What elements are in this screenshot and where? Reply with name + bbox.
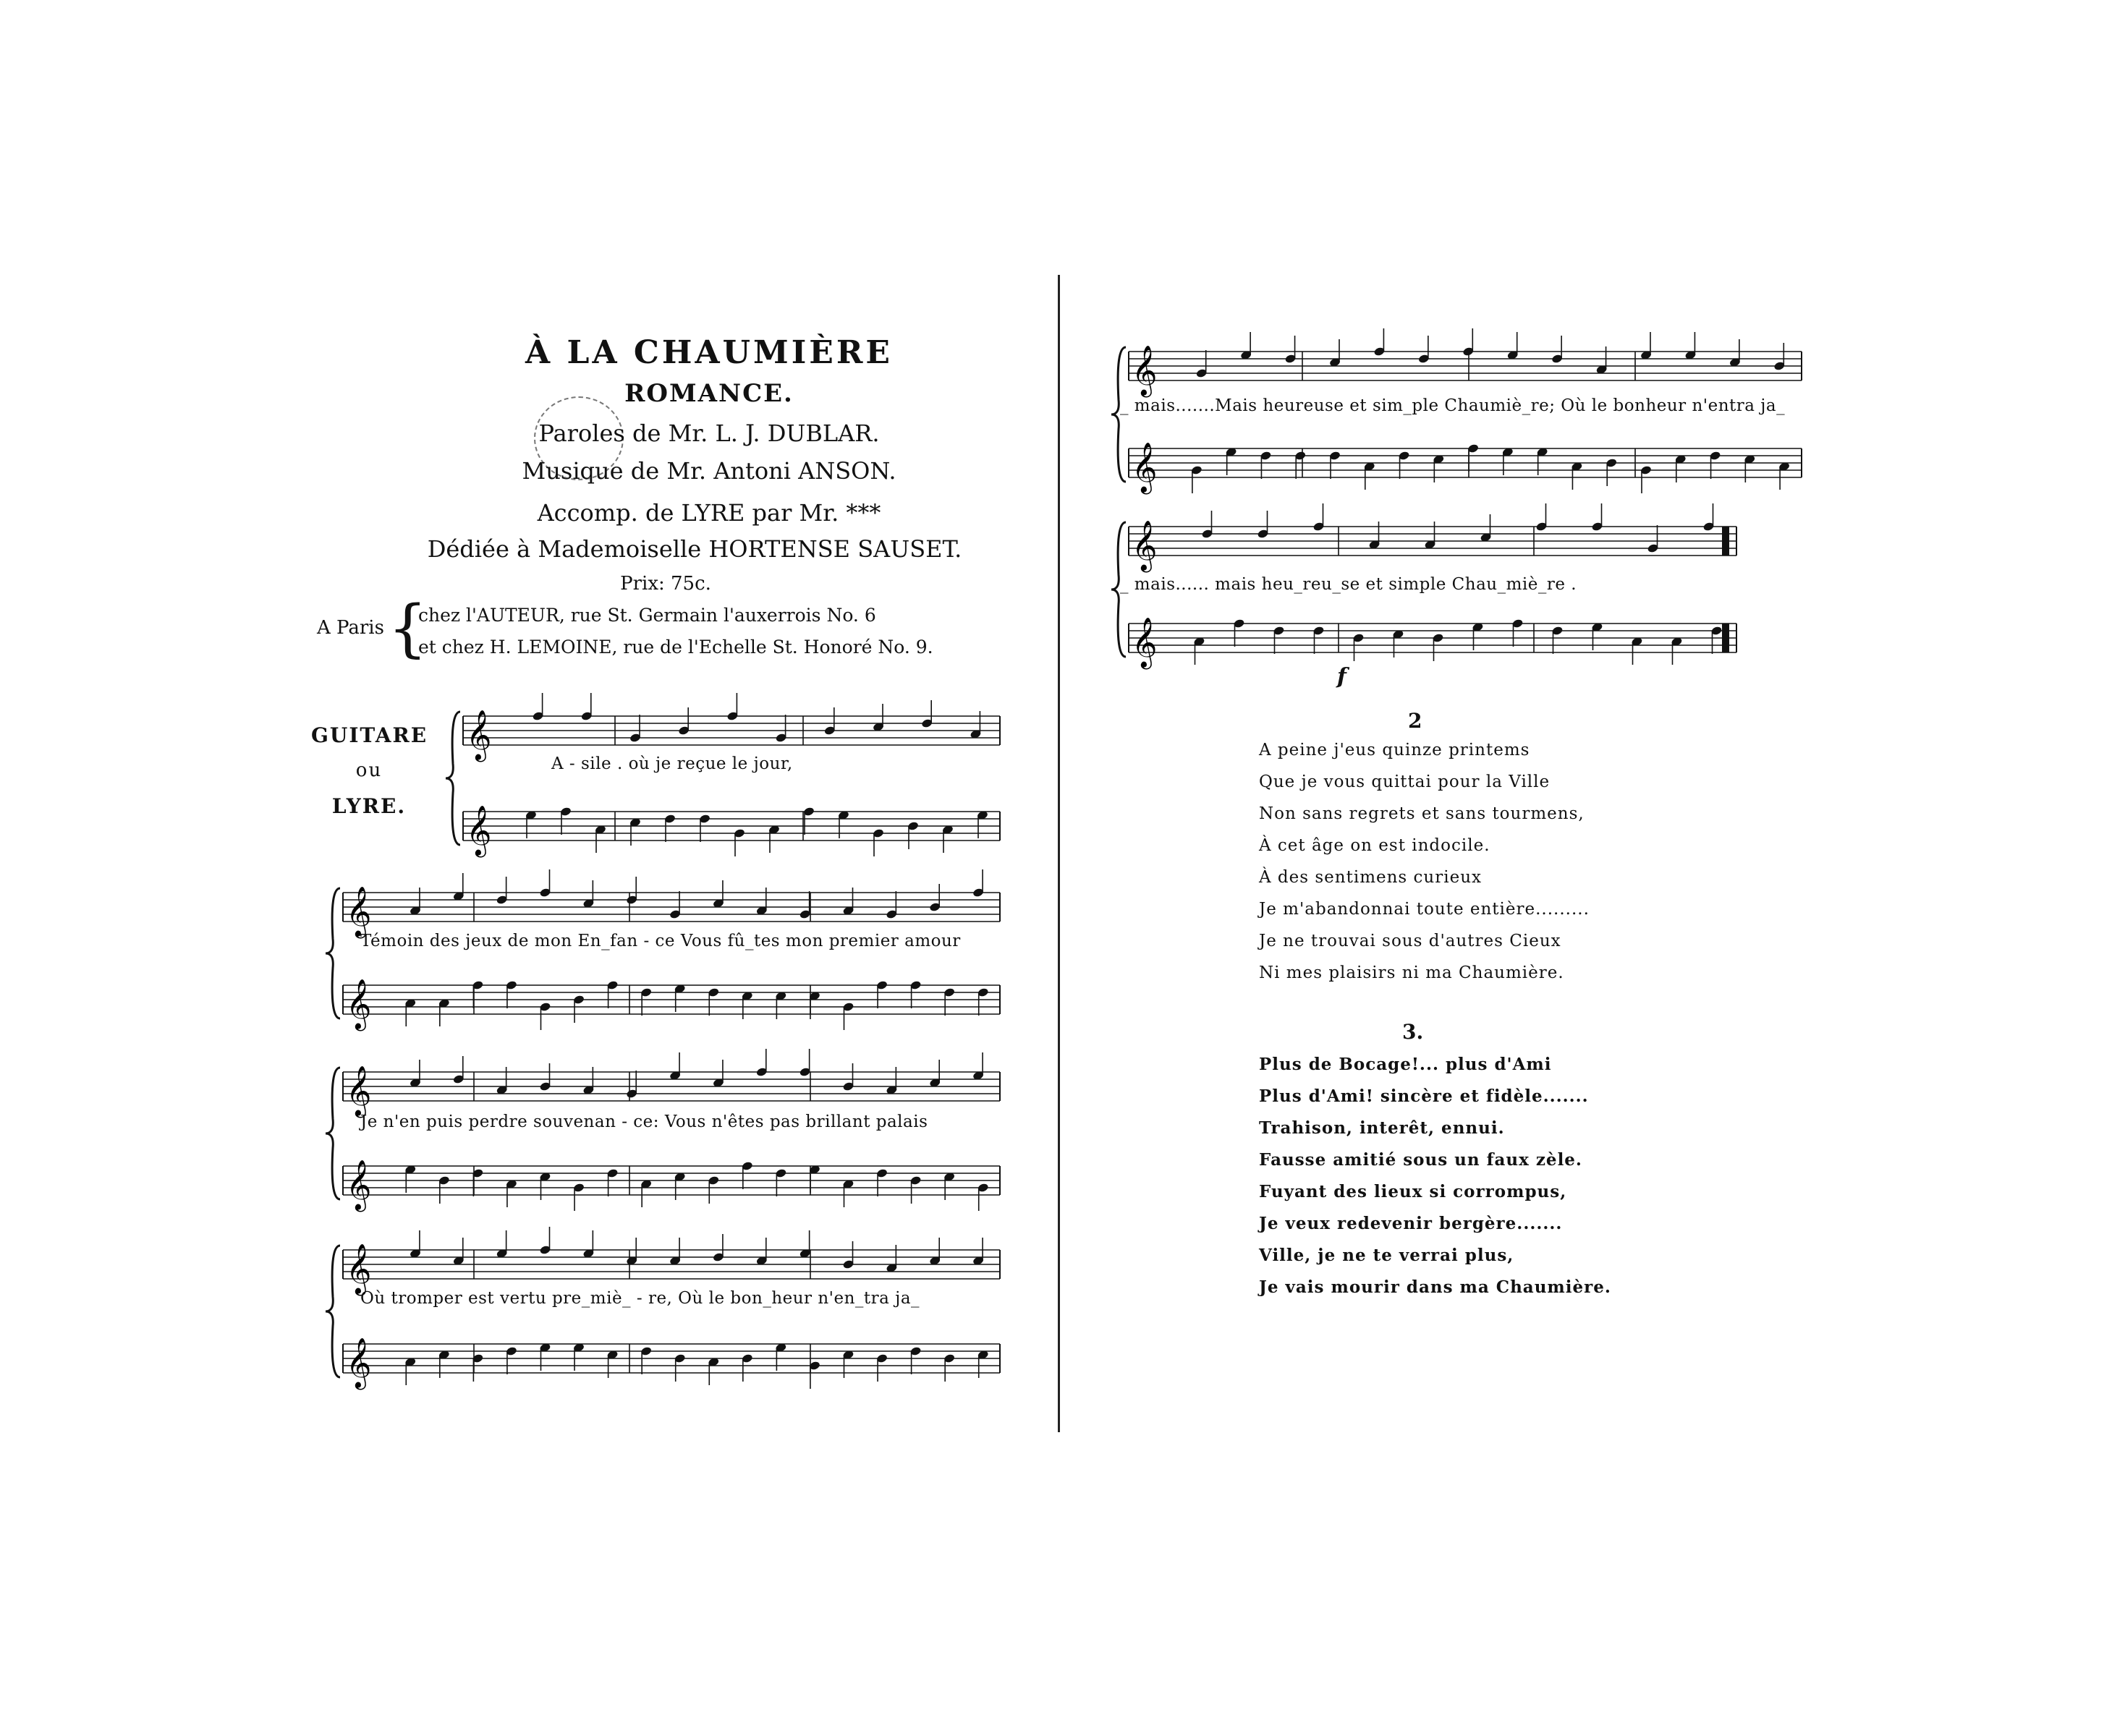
verse-3-number: 3. [1402, 1020, 1424, 1044]
verse-3-line: Fausse amitié sous un faux zèle. [1259, 1150, 1582, 1170]
treble-clef: 𝄞 [346, 1243, 372, 1294]
treble-clef: 𝄞 [346, 1160, 372, 1210]
treble-clef: 𝄞 [346, 979, 372, 1029]
instrument-label-ou: ou [355, 760, 383, 781]
treble-clef: 𝄞 [1132, 520, 1158, 571]
verse-3-line: Trahison, interêt, ennui. [1259, 1118, 1505, 1138]
treble-clef: 𝄞 [346, 1065, 372, 1116]
page-subtitle: ROMANCE. [624, 379, 794, 408]
system-brace [446, 712, 460, 845]
system-brace [326, 1068, 340, 1199]
verse-2-line: A peine j'eus quinze printems [1259, 741, 1530, 760]
verse-3-line: Plus d'Ami! sincère et fidèle....... [1259, 1086, 1589, 1106]
lyric-line-6: _ mais...... mais heu_reu_se et simple Chau_miè_re . [1120, 575, 1577, 594]
verse-2-number: 2 [1408, 709, 1422, 733]
treble-clef: 𝄞 [1132, 345, 1158, 396]
final-bar [1722, 624, 1729, 652]
publisher-address-2: et chez H. LEMOINE, rue de l'Echelle St. Honoré No. 9. [418, 637, 933, 658]
treble-clef: 𝄞 [466, 805, 492, 856]
lyric-line-1: A - sile . où je reçue le jour, [551, 754, 793, 773]
verse-3-block [1259, 1055, 1611, 1309]
lyric-line-5: _ mais.......Mais heureuse et sim_ple Chaumiè_re; Où le bonheur n'entra ja_ [1120, 396, 1786, 415]
verse-2-line: Que je vous quittai pour la Ville [1259, 773, 1551, 791]
price: Prix: 75c. [620, 573, 711, 595]
verse-3-line: Ville, je ne te verrai plus, [1259, 1246, 1514, 1265]
verse-2-line: Je m'abandonnai toute entière......... [1259, 900, 1590, 919]
final-bar [1722, 527, 1729, 556]
page-title: À LA CHAUMIÈRE [525, 334, 893, 371]
page-fold [1058, 275, 1060, 1432]
verse-2-line: À cet âge on est indocile. [1259, 836, 1490, 855]
system-brace [326, 888, 340, 1018]
treble-clef: 𝄞 [466, 710, 492, 760]
publisher-address-1: chez l'AUTEUR, rue St. Germain l'auxerrois No. 6 [418, 605, 876, 626]
composer-credit: Musique de Mr. Antoni ANSON. [522, 457, 896, 485]
lyric-line-3: Je n'en puis perdre souvenan - ce: Vous n'êtes pas brillant palais [360, 1112, 928, 1131]
treble-clef: 𝄞 [1132, 442, 1158, 493]
instrument-label-guitare: GUITARE [311, 723, 428, 747]
publisher-city: A Paris [317, 617, 384, 639]
verse-3-line: Je vais mourir dans ma Chaumière. [1259, 1277, 1611, 1297]
treble-clef: 𝄞 [1132, 617, 1158, 668]
verse-2-line: Ni mes plaisirs ni ma Chaumière. [1259, 963, 1564, 982]
verse-3-line: Plus de Bocage!... plus d'Ami [1259, 1055, 1552, 1074]
treble-clef: 𝄞 [346, 1337, 372, 1388]
treble-clef: 𝄞 [346, 886, 372, 937]
verse-2-line: Je ne trouvai sous d'autres Cieux [1259, 932, 1561, 950]
verse-2-line: À des sentimens curieux [1259, 868, 1482, 887]
dynamic-forte: f [1337, 664, 1346, 689]
system-brace [326, 1246, 340, 1377]
verse-2-line: Non sans regrets et sans tourmens, [1259, 804, 1585, 823]
instrument-label-lyre: LYRE. [331, 794, 407, 818]
lyric-line-4: Où tromper est vertu pre_miè_ - re, Où le bon_heur n'en_tra ja_ [360, 1289, 920, 1308]
verse-3-line: Je veux redevenir bergère....... [1259, 1214, 1563, 1233]
publisher-brace: { [388, 592, 428, 665]
verse-2-block [1259, 741, 1590, 995]
verse-3-line: Fuyant des lieux si corrompus, [1259, 1182, 1567, 1201]
lyricist-credit: Paroles de Mr. L. J. DUBLAR. [538, 420, 880, 447]
accompaniment-credit: Accomp. de LYRE par Mr. *** [537, 499, 881, 527]
lyric-line-2: Témoin des jeux de mon En_fan - ce Vous fû_tes mon premier amour [360, 932, 961, 950]
dedication: Dédiée à Mademoiselle HORTENSE SAUSET. [427, 535, 962, 563]
